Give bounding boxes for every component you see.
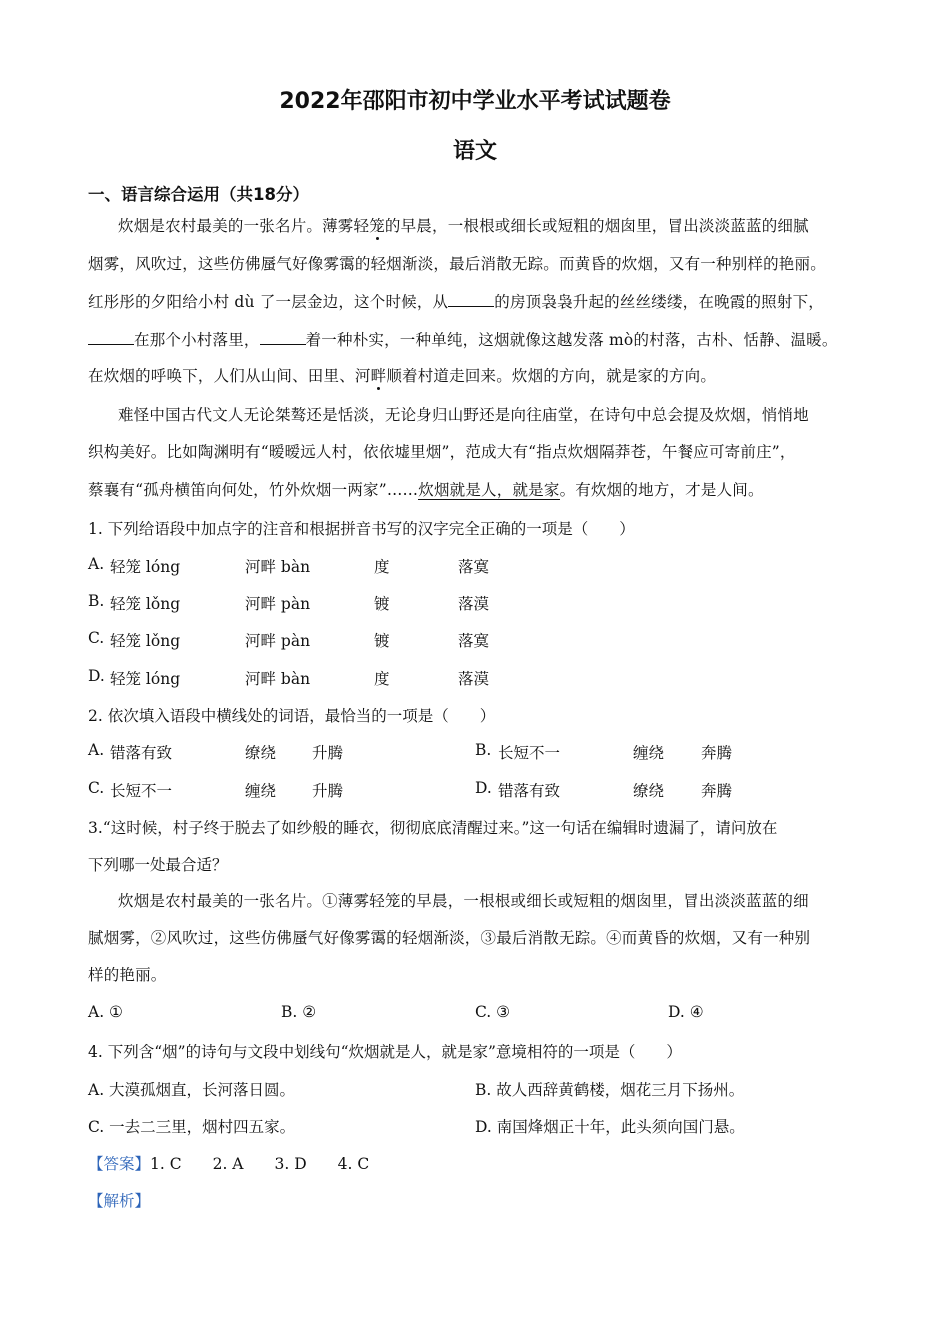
analysis-label: 【解析】: [88, 1192, 151, 1210]
option-text: 河畔 bàn: [245, 670, 311, 688]
passage-text: 在那个小村落里，: [134, 331, 260, 349]
option-text: 缭绕: [245, 744, 277, 762]
option-text: 河畔 pàn: [245, 632, 311, 650]
option-text: 缠绕: [633, 744, 665, 762]
question-2-stem: 2. 依次填入语段中横线处的词语，最恰当的一项是（ ）: [88, 707, 496, 725]
fill-blank: [448, 292, 494, 307]
passage-text: 蔡襄有“孤舟横笛向何处，竹外炊烟一两家”……: [88, 481, 419, 499]
passage-line: [88, 480, 764, 500]
option-text: B. 故人西辞黄鹤楼，烟花三月下扬州。: [475, 1081, 745, 1099]
option-text: C. ③: [475, 1003, 511, 1021]
passage-line: 烟雾，风吹过，这些仿佛蜃气好像雾霭的轻烟渐淡，最后消散无踪。而黄昏的炊烟，又有一种别样的艳丽。: [88, 255, 826, 273]
option-label: B.: [475, 741, 492, 759]
answer-values: 1. C 2. A 3. D 4. C: [150, 1155, 370, 1173]
section-heading: 一、语言综合运用（共18分）: [88, 185, 309, 204]
answer-label: 【答案】: [88, 1155, 151, 1173]
passage-line: 腻烟雾，②风吹过，这些仿佛蜃气好像雾霭的轻烟渐淡，③最后消散无踪。④而黄昏的炊烟，又有一种别: [88, 929, 811, 947]
underlined-sentence: 炊烟就是人，就是家: [418, 481, 560, 499]
option-text: 落漠: [458, 670, 490, 688]
option-text: D. 南国烽烟正十年，此头须向国门悬。: [475, 1118, 745, 1136]
option-text: 错落有致: [498, 782, 561, 800]
option-label: D.: [88, 667, 105, 685]
passage-line: [88, 292, 824, 312]
option-text: 奔腾: [701, 744, 733, 762]
question-1-stem: 1. 下列给语段中加点字的注音和根据拼音书写的汉字完全正确的一项是（ ）: [88, 520, 635, 538]
option-text: 度: [374, 670, 390, 688]
option-text: 河畔 pàn: [245, 595, 311, 613]
answer-line: [88, 1152, 369, 1174]
passage-line: 炊烟是农村最美的一张名片。①薄雾轻笼的早晨，一根根或细长或短粗的烟囱里，冒出淡淡蓝蓝的细: [118, 892, 809, 910]
option-text: 落漠: [458, 595, 490, 613]
option-text: 轻笼 lóng: [110, 558, 181, 576]
option-label: A.: [88, 555, 105, 573]
option-text: 轻笼 lóng: [110, 670, 181, 688]
option-text: 落寞: [458, 632, 490, 650]
passage-text: 红彤彤的夕阳给小村 dù 了一层金边，这个时候，从: [88, 293, 449, 311]
option-text: A. 大漠孤烟直，长河落日圆。: [88, 1081, 296, 1099]
option-text: 轻笼 lǒng: [110, 632, 181, 650]
passage-text: 的早晨，一根根或细长或短粗的烟囱里，冒出淡淡蓝蓝的细腻: [384, 217, 809, 235]
passage-text: 顺着村道走回来。炊烟的方向，就是家的方向。: [386, 367, 717, 385]
option-text: A. ①: [88, 1003, 123, 1021]
option-text: 长短不一: [498, 744, 561, 762]
option-text: 升腾: [312, 744, 344, 762]
option-text: 度: [374, 558, 390, 576]
option-text: 错落有致: [110, 744, 173, 762]
exam-title: 2022年邵阳市初中学业水平考试试题卷: [279, 89, 671, 114]
passage-line: 织构美好。比如陶渊明有“暧暧远人村，依依墟里烟”，范成大有“指点炊烟隔莽苍，午餐应可寄前庄”，: [88, 443, 796, 461]
option-text: B. ②: [281, 1003, 317, 1021]
passage-line: 难怪中国古代文人无论桀骜还是恬淡，无论身归山野还是向往庙堂，在诗句中总会提及炊烟，悄悄地: [118, 406, 809, 424]
option-text: 升腾: [312, 782, 344, 800]
option-label: C.: [88, 629, 105, 647]
option-text: 落寞: [458, 558, 490, 576]
option-text: 缠绕: [245, 782, 277, 800]
fill-blank: [88, 330, 134, 345]
passage-text: 炊烟是农村最美的一张名片。薄雾轻: [118, 217, 370, 235]
passage-text: 的房顶袅袅升起的丝丝缕缕，在晚霞的照射下，: [494, 293, 824, 311]
option-label: A.: [88, 741, 105, 759]
option-text: 长短不一: [110, 782, 173, 800]
question-3-stem: 3.“这时候，村子终于脱去了如纱般的睡衣，彻彻底底清醒过来。”这一句话在编辑时遗漏了，请问放在: [88, 819, 778, 837]
passage-text: 在炊烟的呼唤下，人们从山间、田里、河: [88, 367, 371, 385]
option-text: 轻笼 lǒng: [110, 595, 181, 613]
option-label: D.: [475, 779, 492, 797]
passage-line: [88, 330, 838, 350]
option-text: 河畔 bàn: [245, 558, 311, 576]
subject-title: 语文: [452, 139, 497, 164]
option-text: 奔腾: [701, 782, 733, 800]
fill-blank: [260, 330, 306, 345]
option-text: C. 一去二三里，烟村四五家。: [88, 1118, 296, 1136]
passage-line: [88, 366, 716, 386]
option-label: C.: [88, 779, 105, 797]
passage-text: 。有炊烟的地方，才是人间。: [559, 481, 764, 499]
question-4-stem: 4. 下列含“烟”的诗句与文段中划线句“炊烟就是人，就是家”意境相符的一项是（ ）: [88, 1043, 682, 1061]
option-label: B.: [88, 592, 105, 610]
question-3-stem: 下列哪一处最合适？: [88, 856, 228, 874]
option-text: 镀: [374, 632, 390, 650]
passage-text: 着一种朴实，一种单纯，这烟就像这越发落 mò的村落，古朴、恬静、温暖。: [305, 331, 838, 349]
dotted-char: 笼: [369, 217, 385, 235]
passage-line: 样的艳丽。: [88, 966, 167, 984]
passage-line: [118, 216, 809, 236]
option-text: 镀: [374, 595, 390, 613]
dotted-char: 畔: [370, 367, 387, 385]
option-text: 缭绕: [633, 782, 665, 800]
option-text: D. ④: [668, 1003, 704, 1021]
